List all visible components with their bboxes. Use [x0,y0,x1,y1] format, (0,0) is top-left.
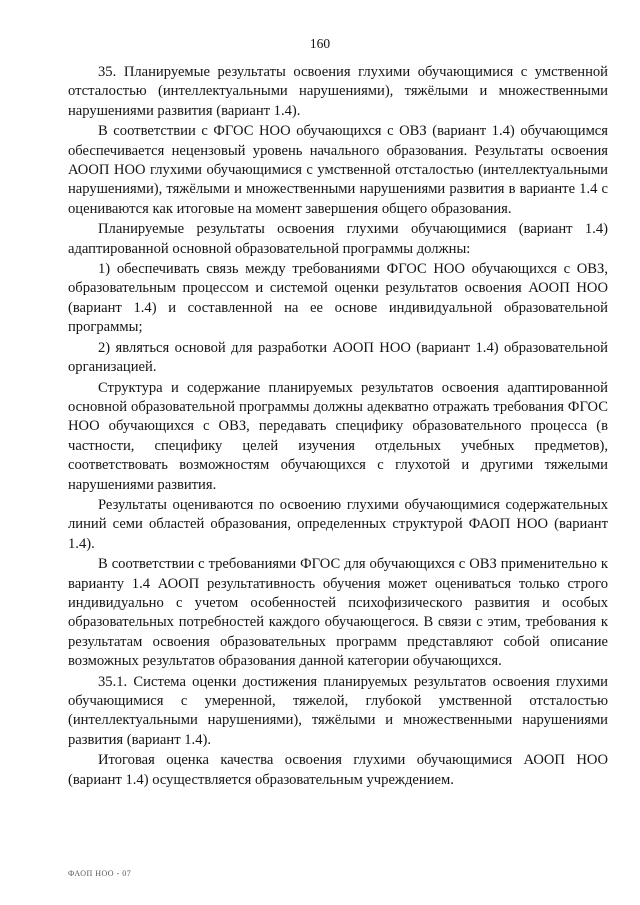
paragraph: Итоговая оценка качества освоения глухими обучающимися АООП НОО (вариант 1.4) осуществляется образовательным учреждением. [68,752,608,788]
paragraph: В соответствии с требованиями ФГОС для обучающихся с ОВЗ применительно к варианту 1.4 АООП результативность обучения может оцениваться только строго индивидуально с учетом особенностей психофизического развития и особых образовательных потребностей каждого обучающегося. В связи с этим, требования к результатам освоения образовательных программ представляют собой описание возможных результатов образования данной категории обучающихся. [68,556,608,670]
paragraph: В соответствии с ФГОС НОО обучающихся с ОВЗ (вариант 1.4) обучающимся обеспечивается нецензовый уровень начального образования. Результаты освоения АООП НОО глухими обучающимися с умственной отсталостью (интеллектуальными нарушениями), тяжёлыми и множественными нарушениями развития в варианте 1.4 с оцениваются как итоговые на момент завершения общего образования. [68,123,608,217]
paragraph: Планируемые результаты освоения глухими обучающимися (вариант 1.4) адаптированной основной образовательной программы должны: [68,221,608,257]
page-number: 160 [309,36,331,51]
paragraph: Результаты оцениваются по освоению глухими обучающимися содержательных линий семи областей образования, определенных структурой ФАОП НОО (вариант 1.4). [68,496,608,552]
list-item-1: 1) обеспечивать связь между требованиями ФГОС НОО обучающихся с ОВЗ, образовательным процессом и системой оценки результатов освоения АООП НОО (вариант 1.4) и составленной на ее основе индивидуальной образовательной программы; [68,261,608,336]
list-item-2: 2) являться основой для разработки АООП НОО (вариант 1.4) образовательной организацией. [68,339,608,376]
paragraph: Структура и содержание планируемых результатов освоения адаптированной основной образовательной программы должны адекватно отражать требования ФГОС НОО обучающихся с ОВЗ, передавать специфику образовательного процесса (в частности, специфику целей изучения отдельных учебных предметов), соответствовать возможностям обучающихся с глухотой и другими тяжелыми нарушениями развития. [68,379,608,493]
paragraph-section-35-1-heading: 35.1. Система оценки достижения планируемых результатов освоения глухими обучающимися с умеренной, тяжелой, глубокой умственной отсталостью (интеллектуальными нарушениями), тяжёлыми и множественными нарушениями развития (вариант 1.4). [68,673,608,748]
document-body [68,63,608,790]
paragraph-section-35-heading: 35. Планируемые результаты освоения глухими обучающимися с умственной отсталостью (интеллектуальными нарушениями), тяжёлыми и множественными нарушениями развития (вариант 1.4). [68,64,608,119]
footer-mark: ФАОП НОО - 07 [68,869,132,878]
